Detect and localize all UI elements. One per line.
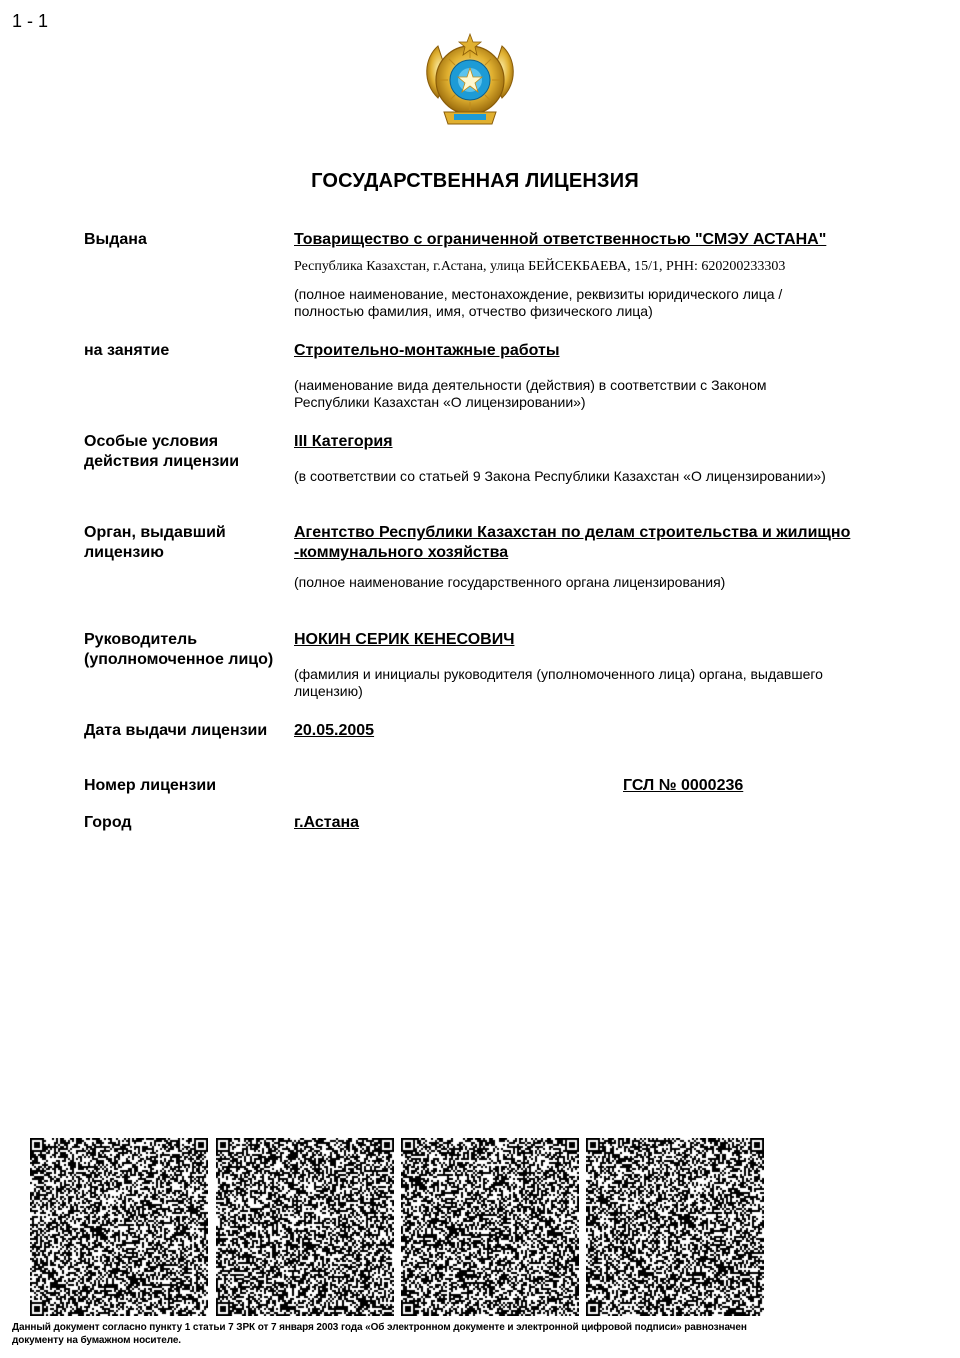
qr-code-icon — [216, 1138, 394, 1316]
state-emblem-icon — [418, 28, 522, 132]
license-number-value: ГСЛ № 0000236 — [623, 777, 744, 794]
city-value: г.Астана — [294, 814, 360, 831]
authority-note: (полное наименование государственного органа лицензирования) — [294, 574, 726, 590]
qr-code-icon — [30, 1138, 208, 1316]
issued-value: Товарищество с ограниченной ответственностью "СМЭУ АСТАНА" — [294, 231, 827, 248]
license-number-label: Номер лицензии — [84, 777, 217, 794]
activity-value: Строительно-монтажные работы — [294, 342, 560, 359]
conditions-note: (в соответствии со статьей 9 Закона Республики Казахстан «О лицензировании») — [294, 468, 826, 484]
authority-label: Орган, выдавший лицензию — [84, 524, 226, 561]
issued-address: Республика Казахстан, г.Астана, улица БЕЙСЕКБАЕВА, 15/1, РНН: 620200233303 — [294, 259, 786, 274]
activity-label: на занятие — [84, 342, 170, 359]
head-note: (фамилия и инициалы руководителя (уполномоченного лица) органа, выдавшего лицензию) — [294, 666, 823, 699]
issued-note: (полное наименование, местонахождение, реквизиты юридического лица / полностью фамилия, имя, отчество физического лица) — [294, 286, 783, 319]
conditions-label: Особые условия действия лицензии — [84, 433, 240, 470]
document-title: ГОСУДАРСТВЕННАЯ ЛИЦЕНЗИЯ — [311, 170, 639, 192]
issued-label: Выдана — [84, 231, 147, 248]
qr-code-icon — [586, 1138, 764, 1316]
activity-note: (наименование вида деятельности (действия) в соответствии с Законом Республики Казахстан «О лицензировании») — [294, 377, 767, 410]
page-number: 1 - 1 — [12, 11, 49, 31]
qr-code-icon — [401, 1138, 579, 1316]
authority-value: Агентство Республики Казахстан по делам строительства и жилищно -коммунального хозяйства — [294, 524, 851, 561]
head-value: НОКИН СЕРИК КЕНЕСОВИЧ — [294, 631, 515, 648]
head-label: Руководитель (уполномоченное лицо) — [84, 631, 274, 668]
city-label: Город — [84, 814, 132, 831]
legal-footer: Данный документ согласно пункту 1 статьи 7 ЗРК от 7 января 2003 года «Об электронном документе и электронной цифровой подписи» равнозначен документу на бумажном носителе. — [12, 1322, 747, 1346]
issue-date-label: Дата выдачи лицензии — [84, 722, 268, 739]
issue-date-value: 20.05.2005 — [294, 722, 375, 739]
conditions-value: III Категория — [294, 433, 393, 450]
